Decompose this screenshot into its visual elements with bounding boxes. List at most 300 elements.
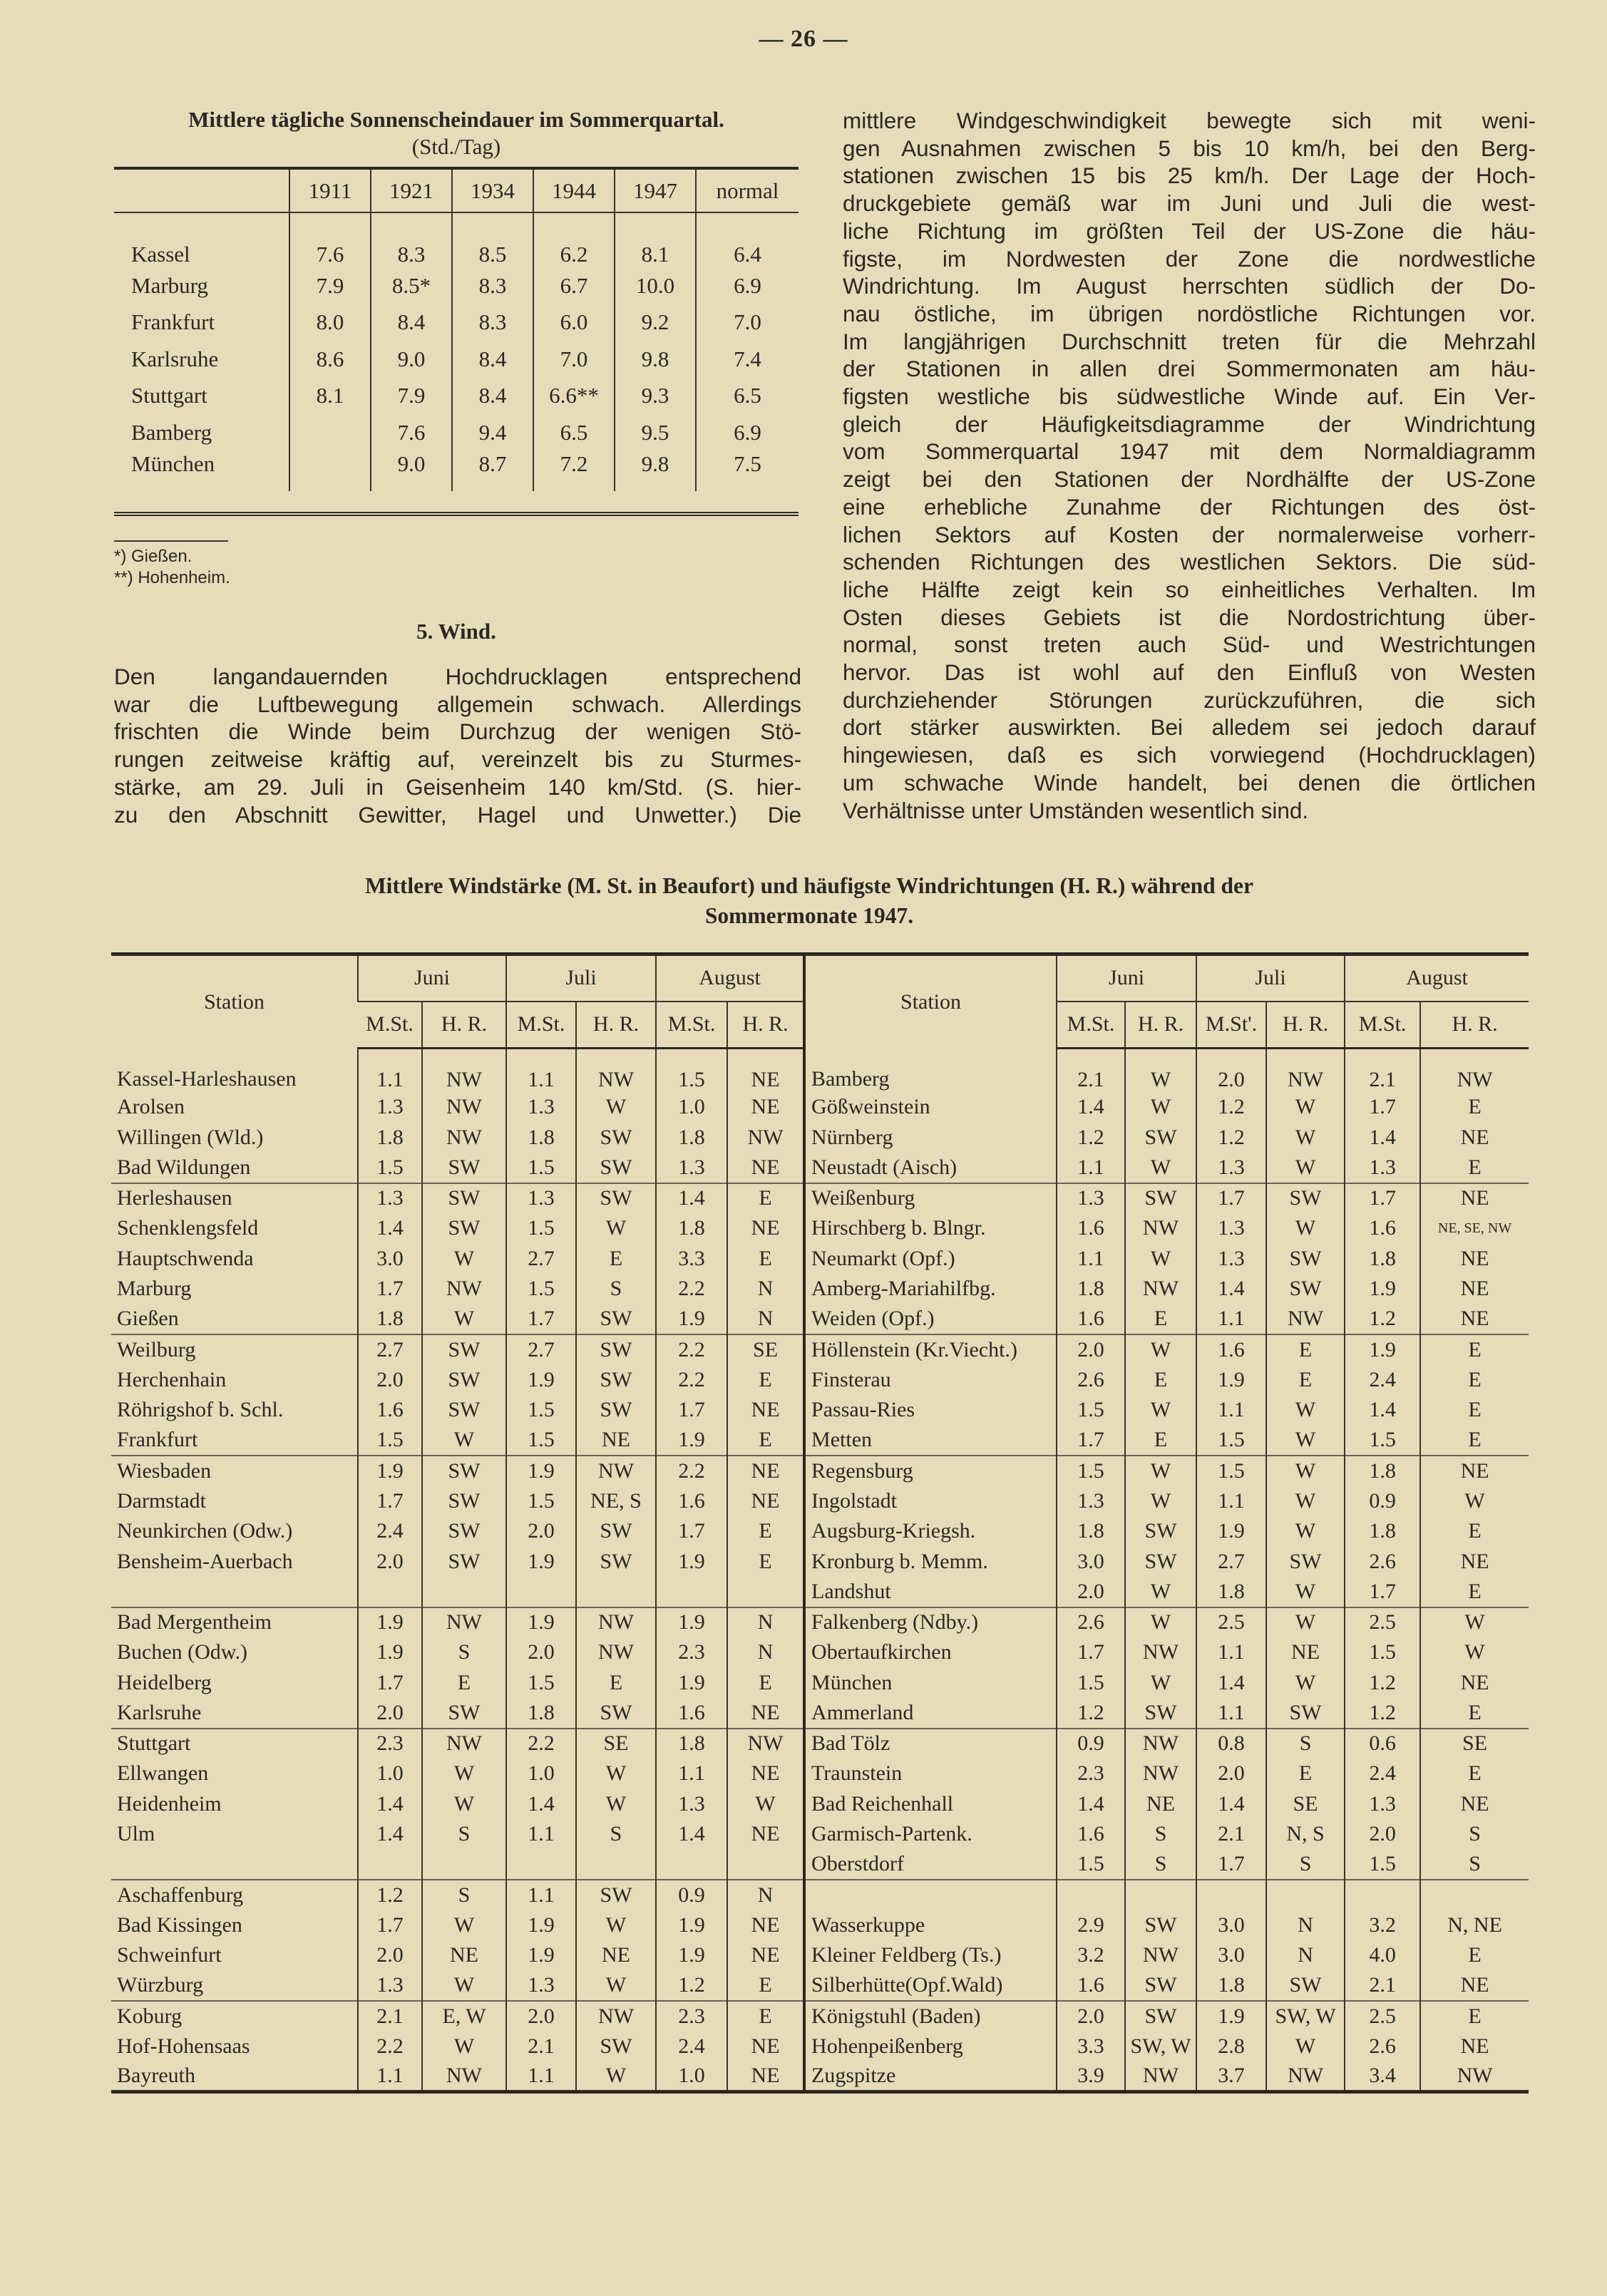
wind-hr-august: NW <box>1420 2061 1529 2092</box>
body-text-right <box>843 107 1536 824</box>
wind-hr-juli: W <box>1266 1668 1345 1699</box>
footnote: *) Gießen. <box>114 547 192 566</box>
wind-hr-august: E <box>1420 1516 1529 1547</box>
sunshine-header-year: 1911 <box>289 170 371 212</box>
wind-mst-juli: 1.8 <box>1196 1577 1266 1607</box>
wind-mst-august: 1.7 <box>1345 1577 1420 1607</box>
text-line: Osten dieses Gebiets ist die Nordostrichtung über- <box>843 604 1536 630</box>
wind-hr-juni: NE <box>1125 1789 1196 1820</box>
sunshine-station: München <box>131 451 215 476</box>
wind-hr-juni: W <box>1125 1049 1196 1093</box>
wind-table-body <box>111 1049 1529 2092</box>
wind-mst-juli: 1.7 <box>1196 1183 1266 1214</box>
wind-hr-august: SE <box>1420 1729 1529 1759</box>
wind-hr-juni: SW <box>1125 1123 1196 1153</box>
wind-mst-august: 1.9 <box>656 1426 727 1456</box>
sunshine-value: 8.5* <box>371 267 452 304</box>
wind-hr-juli: SW <box>1266 1971 1345 2002</box>
wind-hr-juli: SW <box>576 2032 656 2062</box>
sunshine-value: 7.4 <box>696 341 799 378</box>
wind-hr-juli: SE <box>576 1729 656 1759</box>
wind-hr-juli: NW <box>576 1456 656 1486</box>
wind-hr-juli: NE <box>576 1426 656 1456</box>
sunshine-value: 6.5 <box>533 414 615 451</box>
sunshine-table-title: Mittlere tägliche Sonnenscheindauer im Sommerquartal. <box>188 107 724 132</box>
wind-hr-juli: SW <box>1266 1547 1345 1577</box>
wind-hr-juli: NW <box>1266 1049 1345 1093</box>
sunshine-value: 6.9 <box>696 414 799 451</box>
text-line: figste, im Nordwesten der Zone die nordwestliche <box>843 245 1536 272</box>
table-row <box>111 1940 1529 1971</box>
wind-mst-august: 1.8 <box>656 1729 727 1759</box>
wind-station: Herchenhain <box>117 1367 227 1391</box>
table-row <box>111 1577 1529 1607</box>
wind-hr-juli: W <box>1266 1395 1345 1426</box>
wind-mst-juni: 2.6 <box>1057 1365 1125 1396</box>
wind-mst-juni: 3.3 <box>1057 2032 1125 2062</box>
wind-hr-juli: SW <box>576 1516 656 1547</box>
text-line: stärke, am 29. Juli in Geisenheim 140 km/Std. (S. hier- <box>114 773 801 800</box>
wind-hr-juli: W <box>1266 1123 1345 1153</box>
wind-header-row-months <box>111 954 1529 1002</box>
wind-mst-august: 1.3 <box>656 1789 727 1820</box>
table-row <box>111 1910 1529 1941</box>
wind-hr-august: E <box>1420 1365 1529 1396</box>
wind-mst-juli: 1.3 <box>1196 1153 1266 1183</box>
table-row <box>111 1092 1529 1123</box>
wind-mst-juni <box>358 1577 422 1607</box>
wind-hr-august: NE <box>727 1456 804 1486</box>
wind-hr-juni <box>1125 1880 1196 1910</box>
wind-hr-august: N <box>727 1637 804 1668</box>
wind-mst-juni: 2.3 <box>1057 1759 1125 1789</box>
wind-mst-juli <box>506 1577 576 1607</box>
wind-mst-august: 2.2 <box>656 1456 727 1486</box>
sunshine-value: 8.4 <box>452 378 533 415</box>
wind-hr-august: N <box>727 1607 804 1638</box>
table-row <box>111 1304 1529 1335</box>
wind-hr-juni: SW <box>1125 1516 1196 1547</box>
table-row <box>111 2032 1529 2062</box>
wind-hr-juli <box>576 1850 656 1880</box>
sunshine-value <box>289 451 371 491</box>
sunshine-station: Marburg <box>131 272 208 298</box>
wind-mst-august: 2.6 <box>1345 1547 1420 1577</box>
wind-mst-juli: 1.1 <box>1196 1486 1266 1517</box>
sunshine-value: 9.3 <box>615 378 696 415</box>
sunshine-station: Stuttgart <box>131 383 207 408</box>
wind-hr-august: NE <box>1420 1183 1529 1214</box>
wind-mst-juli: 2.7 <box>506 1334 576 1365</box>
text-line: dort stärker auswirkten. Bei alledem sei jedoch darauf <box>843 714 1536 741</box>
wind-mst-juni: 2.0 <box>358 1940 422 1971</box>
table-row <box>111 1850 1529 1880</box>
wind-hr-juli <box>576 1577 656 1607</box>
wind-hr-august: E <box>727 1183 804 1214</box>
wind-mst-juni: 1.5 <box>358 1153 422 1183</box>
wind-mst-august: 4.0 <box>1345 1940 1420 1971</box>
sunshine-row <box>114 378 799 415</box>
wind-header-hr: H. R. <box>1420 1002 1529 1049</box>
wind-station: Hohenpeißenberg <box>804 2032 1057 2062</box>
wind-hr-august: E <box>1420 1698 1529 1729</box>
wind-hr-juni: W <box>1125 1456 1196 1486</box>
table-row <box>111 1426 1529 1456</box>
text-line: Den langandauernden Hochdrucklagen entsprechend <box>114 664 801 689</box>
sunshine-value: 6.0 <box>533 304 615 341</box>
wind-hr-juni: W <box>1125 1395 1196 1426</box>
wind-station: Kleiner Feldberg (Ts.) <box>804 1940 1057 1971</box>
wind-station: Obertaufkirchen <box>804 1637 1057 1668</box>
wind-hr-juni: W <box>422 1910 506 1941</box>
wind-mst-juni: 1.7 <box>358 1910 422 1941</box>
wind-station: Regensburg <box>804 1456 1057 1486</box>
wind-hr-juni: W <box>422 2032 506 2062</box>
wind-hr-august: NE <box>727 1698 804 1729</box>
wind-hr-juni: SW <box>1125 1971 1196 2002</box>
wind-mst-august: 1.2 <box>656 1971 727 2002</box>
wind-mst-juni: 1.8 <box>1057 1274 1125 1304</box>
wind-mst-juli: 3.0 <box>1196 1910 1266 1941</box>
wind-hr-juli: W <box>1266 1577 1345 1607</box>
wind-hr-juli: SW <box>576 1153 656 1183</box>
wind-hr-august: E <box>727 1971 804 2002</box>
wind-mst-juni: 1.1 <box>1057 1153 1125 1183</box>
wind-station: Silberhütte(Opf.Wald) <box>804 1971 1057 2002</box>
text-line: liche Richtung im größten Teil der US-Zone die häu- <box>843 217 1536 244</box>
wind-mst-juni: 1.5 <box>1057 1395 1125 1426</box>
wind-hr-august: NE <box>1420 1244 1529 1275</box>
wind-hr-juli: N, S <box>1266 1819 1345 1850</box>
wind-station: Karlsruhe <box>117 1700 202 1724</box>
footnote: **) Hohenheim. <box>114 568 230 587</box>
wind-hr-juni: NW <box>1125 1759 1196 1789</box>
wind-mst-juli: 1.4 <box>506 1789 576 1820</box>
wind-mst-august: 1.9 <box>656 1910 727 1941</box>
wind-hr-august: NE <box>727 1819 804 1850</box>
wind-hr-juli: W <box>1266 1516 1345 1547</box>
wind-mst-juni: 1.5 <box>1057 1668 1125 1699</box>
wind-mst-juli: 1.9 <box>506 1910 576 1941</box>
wind-station: Schweinfurt <box>117 1943 222 1967</box>
wind-mst-juni: 1.7 <box>1057 1637 1125 1668</box>
sunshine-value: 9.8 <box>615 341 696 378</box>
wind-hr-juli: W <box>576 2061 656 2092</box>
wind-hr-juni: SW <box>422 1698 506 1729</box>
wind-hr-juli: W <box>576 1971 656 2002</box>
wind-mst-juli: 1.5 <box>506 1395 576 1426</box>
wind-hr-juli: W <box>1266 1426 1345 1456</box>
wind-mst-juni: 1.2 <box>1057 1123 1125 1153</box>
wind-hr-juli: N <box>1266 1910 1345 1941</box>
wind-station: Bad Mergentheim <box>111 1607 358 1638</box>
wind-hr-juni: W <box>422 1244 506 1275</box>
wind-station: Gießen <box>117 1307 179 1331</box>
wind-mst-juni: 1.6 <box>1057 1304 1125 1335</box>
wind-mst-august: 1.9 <box>1345 1334 1420 1365</box>
table-row <box>111 1668 1529 1699</box>
wind-mst-juli: 1.3 <box>1196 1244 1266 1275</box>
wind-hr-august: NW <box>1420 1049 1529 1093</box>
text-line: um schwache Winde handelt, bei denen die örtlichen <box>843 769 1536 796</box>
wind-hr-august: NW <box>727 1123 804 1153</box>
wind-hr-juni: SW <box>1125 2001 1196 2032</box>
wind-hr-juni: E <box>422 1668 506 1699</box>
wind-header-mst: M.St'. <box>1196 1002 1266 1049</box>
wind-hr-juli: SW <box>576 1395 656 1426</box>
wind-mst-juni: 1.3 <box>358 1092 422 1123</box>
wind-hr-juli: SW <box>576 1698 656 1729</box>
wind-hr-august <box>727 1850 804 1880</box>
wind-hr-juli: S <box>576 1274 656 1304</box>
wind-mst-juni: 2.1 <box>1057 1049 1125 1093</box>
wind-mst-august: 1.8 <box>656 1213 727 1244</box>
wind-station: Bamberg <box>804 1049 1057 1093</box>
wind-hr-august: E <box>1420 1153 1529 1183</box>
wind-hr-juli: W <box>1266 2032 1345 2062</box>
wind-mst-juli: 2.0 <box>1196 1759 1266 1789</box>
wind-hr-juli: SW <box>1266 1183 1345 1214</box>
wind-hr-juni: W <box>1125 1153 1196 1183</box>
sunshine-value: 8.3 <box>452 304 533 341</box>
wind-hr-juli: NW <box>1266 1304 1345 1335</box>
wind-mst-juli: 1.5 <box>506 1213 576 1244</box>
wind-station: Bensheim-Auerbach <box>117 1549 293 1573</box>
wind-mst-juni: 1.9 <box>358 1456 422 1486</box>
wind-hr-juni: NW <box>422 1092 506 1123</box>
table-row <box>111 1698 1529 1729</box>
text-line: Im langjährigen Durchschnitt treten für die Mehrzahl <box>843 328 1536 354</box>
wind-station: Wasserkuppe <box>804 1910 1057 1941</box>
wind-mst-august: 1.2 <box>1345 1668 1420 1699</box>
wind-mst-juni: 1.9 <box>358 1607 422 1638</box>
wind-mst-august: 2.4 <box>1345 1365 1420 1396</box>
wind-header-month: Juli <box>1196 954 1345 1002</box>
wind-mst-august: 0.6 <box>1345 1729 1420 1759</box>
sunshine-value: 6.6** <box>533 378 615 415</box>
wind-mst-august: 3.4 <box>1345 2061 1420 2092</box>
wind-mst-juli: 2.8 <box>1196 2032 1266 2062</box>
wind-header-month: Juni <box>1057 954 1196 1002</box>
footnote-rule <box>114 540 228 542</box>
wind-mst-juni: 1.6 <box>1057 1213 1125 1244</box>
wind-hr-august: S <box>1420 1819 1529 1850</box>
wind-hr-juli: SW <box>576 1304 656 1335</box>
wind-hr-august: N <box>727 1880 804 1910</box>
wind-mst-juni: 1.4 <box>358 1213 422 1244</box>
sunshine-station: Karlsruhe <box>131 346 219 371</box>
wind-mst-juli: 1.7 <box>1196 1850 1266 1880</box>
sunshine-value: 7.6 <box>289 212 371 267</box>
wind-mst-august: 1.1 <box>656 1759 727 1789</box>
sunshine-value: 7.0 <box>533 341 615 378</box>
wind-mst-juni: 2.6 <box>1057 1607 1125 1638</box>
wind-mst-juli: 2.2 <box>506 1729 576 1759</box>
wind-hr-august: E <box>727 1244 804 1275</box>
table-row <box>111 1123 1529 1153</box>
wind-mst-august: 1.0 <box>656 2061 727 2092</box>
wind-hr-august: NE <box>727 2032 804 2062</box>
wind-hr-august: E <box>1420 1092 1529 1123</box>
sunshine-header-station <box>114 170 289 212</box>
sunshine-table <box>114 170 799 491</box>
wind-station: Nürnberg <box>804 1123 1057 1153</box>
wind-hr-juli: NW <box>1266 2061 1345 2092</box>
wind-hr-august: E <box>1420 1334 1529 1365</box>
wind-mst-juni: 1.5 <box>358 1426 422 1456</box>
wind-mst-august: 1.7 <box>1345 1183 1420 1214</box>
wind-hr-august: NE <box>1420 1123 1529 1153</box>
wind-hr-juni: W <box>422 1426 506 1456</box>
wind-hr-august: E <box>727 1426 804 1456</box>
sunshine-station: Bamberg <box>131 419 212 445</box>
wind-hr-juni: E <box>1125 1304 1196 1335</box>
table-row <box>111 1456 1529 1486</box>
wind-header-station: Station <box>804 954 1057 1049</box>
wind-mst-august: 1.8 <box>1345 1516 1420 1547</box>
wind-mst-juli: 1.9 <box>506 1456 576 1486</box>
wind-hr-juni: SW <box>422 1213 506 1244</box>
wind-mst-juli: 1.9 <box>506 1365 576 1396</box>
wind-mst-juli: 1.5 <box>506 1486 576 1517</box>
wind-station: Bad Wildungen <box>117 1155 251 1179</box>
wind-mst-juni: 1.4 <box>358 1789 422 1820</box>
wind-hr-august: E <box>1420 1759 1529 1789</box>
wind-mst-juni: 1.5 <box>1057 1456 1125 1486</box>
sunshine-value: 7.9 <box>289 267 371 304</box>
sunshine-value: 6.5 <box>696 378 799 415</box>
text-line: zeigt bei den Stationen der Nordhälfte der US-Zone <box>843 466 1536 493</box>
wind-station: München <box>804 1668 1057 1699</box>
table-row <box>111 1880 1529 1910</box>
wind-hr-juli: W <box>576 1759 656 1789</box>
text-line: Verhältnisse unter Umständen wesentlich sind. <box>843 797 1309 823</box>
wind-mst-juli: 1.9 <box>1196 1365 1266 1396</box>
table-row <box>111 1516 1529 1547</box>
wind-mst-juni: 1.8 <box>358 1304 422 1335</box>
wind-mst-august: 1.4 <box>1345 1395 1420 1426</box>
wind-mst-juni: 1.6 <box>1057 1971 1125 2002</box>
wind-mst-august: 2.2 <box>656 1334 727 1365</box>
wind-hr-juli: E <box>1266 1334 1345 1365</box>
wind-mst-juli: 1.1 <box>1196 1304 1266 1335</box>
wind-header-mst: M.St. <box>358 1002 422 1049</box>
wind-table <box>111 952 1529 2094</box>
wind-hr-juli: NE <box>1266 1637 1345 1668</box>
wind-mst-juni: 2.9 <box>1057 1910 1125 1941</box>
wind-hr-juli: SW <box>576 1547 656 1577</box>
wind-hr-juni: W <box>422 1789 506 1820</box>
wind-hr-august: W <box>727 1789 804 1820</box>
wind-mst-juli: 1.9 <box>506 1547 576 1577</box>
wind-mst-august: 2.4 <box>656 2032 727 2062</box>
text-line: schenden Richtungen des westlichen Sektors. Die süd- <box>843 549 1536 575</box>
wind-hr-juni: SW <box>422 1153 506 1183</box>
wind-mst-juli: 1.1 <box>506 1819 576 1850</box>
wind-mst-august: 1.4 <box>656 1819 727 1850</box>
wind-mst-juni: 2.0 <box>358 1698 422 1729</box>
sunshine-value: 7.6 <box>371 414 452 451</box>
wind-station: Aschaffenburg <box>111 1880 358 1910</box>
wind-hr-august: NE <box>727 1153 804 1183</box>
wind-hr-august: NE <box>727 1486 804 1517</box>
wind-mst-august: 0.9 <box>656 1880 727 1910</box>
table-row <box>111 2061 1529 2092</box>
sunshine-value: 8.3 <box>371 212 452 267</box>
wind-station: Bad Tölz <box>804 1729 1057 1759</box>
wind-header-mst: M.St. <box>506 1002 576 1049</box>
table-row <box>111 1607 1529 1638</box>
wind-mst-juli: 3.7 <box>1196 2061 1266 2092</box>
wind-mst-juni: 2.7 <box>358 1334 422 1365</box>
text-line: war die Luftbewegung allgemein schwach. Allerdings <box>114 691 801 717</box>
wind-header-hr: H. R. <box>1125 1002 1196 1049</box>
wind-mst-juli: 2.0 <box>1196 1049 1266 1093</box>
wind-hr-juli: NW <box>576 1607 656 1638</box>
wind-hr-august: E <box>1420 1395 1529 1426</box>
wind-hr-august: NE <box>1420 1971 1529 2002</box>
wind-hr-juni <box>422 1850 506 1880</box>
wind-mst-juli: 1.1 <box>506 2061 576 2092</box>
wind-hr-juli: SW <box>576 1365 656 1396</box>
wind-hr-juni: NW <box>422 1123 506 1153</box>
wind-hr-juni <box>422 1577 506 1607</box>
wind-station: Oberstdorf <box>804 1850 1057 1880</box>
wind-station <box>804 1880 1057 1910</box>
wind-station: Wiesbaden <box>111 1456 358 1486</box>
wind-mst-august: 3.3 <box>656 1244 727 1275</box>
wind-hr-juli: W <box>576 1092 656 1123</box>
wind-station <box>111 1577 358 1607</box>
wind-hr-juni: W <box>1125 1486 1196 1517</box>
wind-hr-juli: S <box>1266 1729 1345 1759</box>
wind-mst-juli: 1.9 <box>506 1940 576 1971</box>
wind-header-hr: H. R. <box>576 1002 656 1049</box>
wind-hr-juni: NW <box>1125 1637 1196 1668</box>
wind-mst-juni: 3.9 <box>1057 2061 1125 2092</box>
wind-mst-august: 1.5 <box>1345 1637 1420 1668</box>
wind-station: Landshut <box>804 1577 1057 1607</box>
wind-mst-juni <box>358 1850 422 1880</box>
wind-mst-juni: 1.7 <box>358 1486 422 1517</box>
section-heading-wind: 5. Wind. <box>416 619 496 644</box>
sunshine-value: 6.4 <box>696 212 799 267</box>
wind-station: Höllenstein (Kr.Viecht.) <box>804 1334 1057 1365</box>
wind-mst-juli: 1.2 <box>1196 1123 1266 1153</box>
wind-hr-juni: NW <box>422 1607 506 1638</box>
wind-mst-august: 2.2 <box>656 1365 727 1396</box>
sunshine-value: 7.5 <box>696 451 799 491</box>
text-line: eine erhebliche Zunahme der Richtungen des öst- <box>843 493 1536 520</box>
wind-mst-juni: 2.0 <box>358 1365 422 1396</box>
wind-station: Augsburg-Kriegsh. <box>804 1516 1057 1547</box>
wind-station: Königstuhl (Baden) <box>804 2001 1057 2032</box>
wind-hr-juni: S <box>422 1637 506 1668</box>
wind-mst-juni: 0.9 <box>1057 1729 1125 1759</box>
wind-hr-august: NE <box>727 1049 804 1093</box>
wind-mst-august: 1.0 <box>656 1092 727 1123</box>
text-line: durchziehender Störungen zurückzuführen, die sich <box>843 686 1536 713</box>
wind-hr-juli: W <box>1266 1607 1345 1638</box>
wind-hr-august: NE <box>727 2061 804 2092</box>
wind-mst-juli: 2.0 <box>506 1516 576 1547</box>
wind-hr-juli: S <box>576 1819 656 1850</box>
wind-hr-august: N <box>727 1304 804 1335</box>
wind-mst-juli: 1.9 <box>506 1607 576 1638</box>
wind-station: Marburg <box>117 1277 192 1301</box>
wind-mst-juni: 2.1 <box>358 2001 422 2032</box>
wind-mst-juli: 2.7 <box>1196 1547 1266 1577</box>
